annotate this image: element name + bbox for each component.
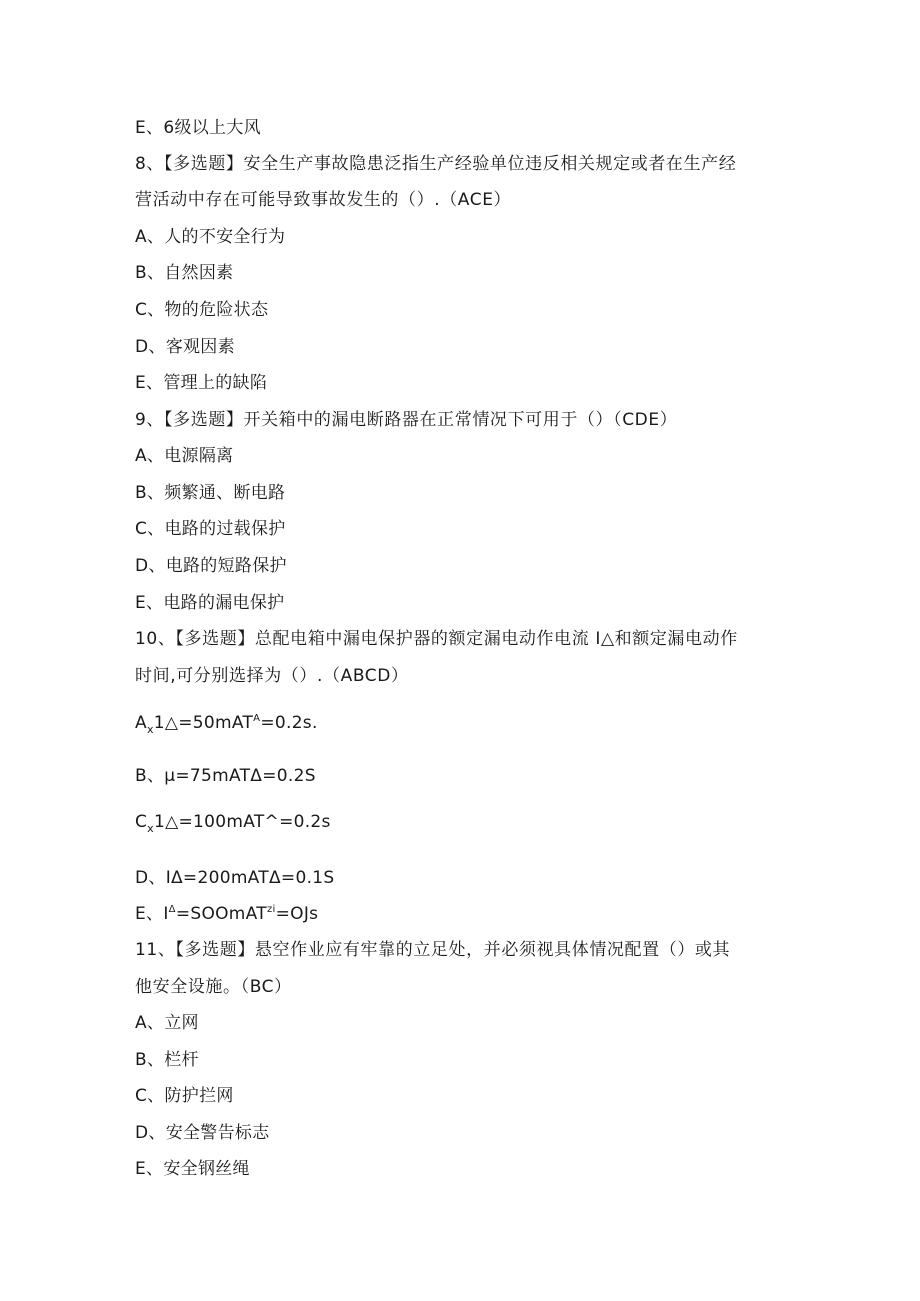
q11-option-a: A、立网 bbox=[135, 1013, 199, 1033]
q10-option-e-superscript-2: zi bbox=[266, 904, 276, 915]
q9-question-line1: 9、【多选题】开关箱中的漏电断路器在正常情况下可用于（）（CDE） bbox=[135, 410, 678, 430]
q8-question-line1: 8、【多选题】安全生产事故隐患泛指生产经验单位违反相关规定或者在生产经 bbox=[135, 154, 737, 174]
q10-option-e bbox=[135, 903, 318, 928]
q9-option-d: D、电路的短路保护 bbox=[135, 556, 287, 576]
q10-option-a-text: 1△=50mAT bbox=[153, 713, 254, 733]
q10-option-b: B、μ=75mATΔ=0.2S bbox=[135, 766, 316, 786]
q10-option-e-text-end: =OJs bbox=[275, 904, 319, 924]
q10-question-line2: 时间,可分别选择为（）.（ABCD） bbox=[135, 666, 409, 686]
q10-option-e-text: =SOOmAT bbox=[175, 904, 267, 924]
q11-question-line1: 11、【多选题】悬空作业应有牢靠的立足处，并必须视具体情况配置（）或其 bbox=[135, 940, 731, 960]
q11-option-c: C、防护拦网 bbox=[135, 1086, 234, 1106]
q11-question-line2: 他安全设施。（BC） bbox=[135, 977, 292, 997]
q10-option-a-subscript: x bbox=[146, 723, 154, 736]
q10-option-e-prefix: E、I bbox=[135, 904, 169, 924]
q10-question-line1: 10、【多选题】总配电箱中漏电保护器的额定漏电动作电流 I△和额定漏电动作 bbox=[135, 629, 738, 649]
q11-option-d: D、安全警告标志 bbox=[135, 1123, 270, 1143]
q10-option-a-text-end: =0.2s. bbox=[260, 713, 318, 733]
q9-option-a: A、电源隔离 bbox=[135, 446, 234, 466]
q8-option-c: C、物的危险状态 bbox=[135, 300, 269, 320]
q10-option-d: D、IΔ=200mATΔ=0.1S bbox=[135, 868, 335, 888]
q9-option-c: C、电路的过载保护 bbox=[135, 519, 286, 539]
q7-option-e: E、6级以上大风 bbox=[135, 118, 261, 138]
q10-option-c-letter: C bbox=[135, 812, 148, 832]
q10-option-c-subscript: x bbox=[147, 822, 154, 835]
q10-option-c-text: 1△=100mAT^=0.2s bbox=[153, 812, 331, 832]
q11-option-b: B、栏杆 bbox=[135, 1050, 199, 1070]
q8-option-a: A、人的不安全行为 bbox=[135, 227, 286, 247]
q11-option-e: E、安全钢丝绳 bbox=[135, 1159, 250, 1179]
q8-option-d: D、客观因素 bbox=[135, 337, 235, 357]
q10-option-a bbox=[135, 712, 318, 737]
q8-question-line2: 营活动中存在可能导致事故发生的（）.（ACE） bbox=[135, 190, 512, 210]
q8-option-b: B、自然因素 bbox=[135, 263, 234, 283]
q10-option-a-letter: A bbox=[135, 713, 147, 733]
q9-option-b: B、频繁通、断电路 bbox=[135, 483, 286, 503]
q9-option-e: E、电路的漏电保护 bbox=[135, 593, 285, 613]
q10-option-c bbox=[135, 811, 331, 835]
q8-option-e: E、管理上的缺陷 bbox=[135, 373, 268, 393]
q10-option-a-superscript: A bbox=[253, 713, 261, 724]
q10-option-e-superscript-1: Δ bbox=[168, 904, 176, 915]
